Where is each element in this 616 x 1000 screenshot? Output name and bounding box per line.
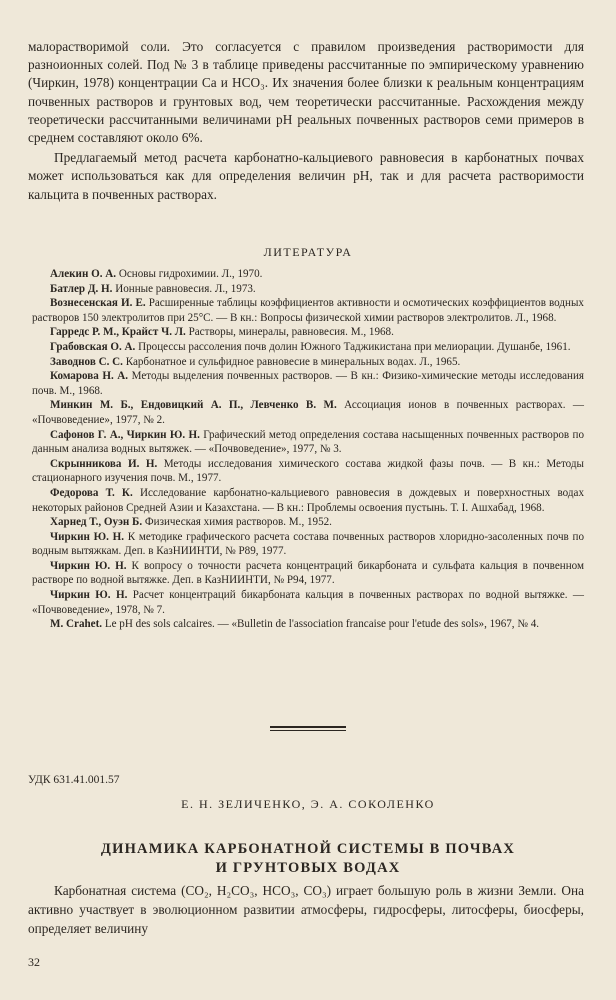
reference-item bbox=[32, 515, 584, 530]
reference-author: Алекин О. А. bbox=[50, 268, 117, 280]
reference-author: Чиркин Ю. Н. bbox=[50, 559, 127, 572]
section-divider bbox=[270, 726, 346, 731]
reference-author: Грабовская О. А. bbox=[50, 340, 136, 353]
reference-text: Методы выделения почвенных растворов. — В кн.: Физико-химические методы исследования почв. М., 1968. bbox=[32, 370, 584, 397]
reference-author: Скрынникова И. Н. bbox=[50, 457, 158, 470]
reference-author: Чиркин Ю. Н. bbox=[50, 589, 128, 602]
udc-code: УДК 631.41.001.57 bbox=[28, 774, 120, 786]
reference-text: Физическая химия растворов. М., 1952. bbox=[142, 516, 332, 529]
reference-item bbox=[32, 559, 584, 588]
reference-author: Сафонов Г. А., Чиркин Ю. Н. bbox=[50, 428, 200, 441]
reference-author: Вознесенская И. Е. bbox=[50, 297, 146, 310]
reference-text: К вопросу о точности расчета концентраций бикарбоната и сульфата кальция в почвенном растворе по водной вытяжке. Деп. в КазНИИНТИ, № Р94, 1977. bbox=[32, 559, 584, 587]
page-number: 32 bbox=[28, 955, 40, 969]
reference-item bbox=[32, 617, 584, 632]
reference-text: Основы гидрохимии. Л., 1970. bbox=[116, 268, 263, 280]
reference-author: Минкин М. Б., Ендовицкий А. П., Левченко В. М. bbox=[50, 399, 337, 412]
reference-item bbox=[32, 325, 584, 340]
reference-text: Методы исследования химического состава жидкой фазы почв. — В кн.: Методы стационарного изучения почв. М., 1977. bbox=[32, 457, 584, 485]
article-authors: Е. Н. ЗЕЛИЧЕНКО, Э. А. СОКОЛЕНКО bbox=[181, 797, 435, 811]
reference-item bbox=[32, 457, 584, 486]
reference-text: Ассоциация ионов в почвенных растворах. — «Почвоведение», 1977, № 2. bbox=[32, 399, 585, 426]
reference-item bbox=[32, 369, 584, 398]
reference-author: Заводнов С. С. bbox=[50, 355, 123, 368]
reference-text: Расчет концентраций бикарбоната кальция в почвенных растворах по водной вытяжке. — «Почвоведение», 1978, № 7. bbox=[32, 589, 585, 616]
reference-item bbox=[32, 486, 584, 515]
reference-author: Чиркин Ю. Н. bbox=[50, 530, 125, 543]
paragraph-2: Предлагаемый метод расчета карбонатно-кальциевого равновесия в карбонатных почвах может использоваться как для определения величин pH, так и для расчета растворимости кальцита в почвенных растворах. bbox=[28, 150, 584, 202]
reference-author: Федорова Т. К. bbox=[50, 486, 133, 499]
reference-list bbox=[32, 267, 584, 632]
reference-text: Le pH des sols calcaires. — «Bulletin de l'association francaise pour l'etude des sols», 1967, № 4. bbox=[102, 618, 540, 631]
article-body bbox=[28, 881, 584, 938]
main-text bbox=[28, 38, 584, 204]
literature-heading: ЛИТЕРАТУРА bbox=[263, 245, 353, 259]
reference-item bbox=[32, 340, 584, 355]
reference-text: Ионные равновесия. Л., 1973. bbox=[112, 282, 256, 295]
reference-item bbox=[32, 355, 584, 370]
reference-item bbox=[32, 296, 584, 325]
reference-text: Графический метод определения состава насыщенных почвенных растворов по данным анализа водных вытяжек. — «Почвоведение», 1977, № 3. bbox=[32, 428, 584, 456]
reference-text: Расширенные таблицы коэффициентов активности и осмотических коэффициентов водных растворов 150 электролитов при 25°С. — В кн.: Вопросы физической химии растворов электролитов. Л., 1968. bbox=[32, 297, 584, 324]
reference-item bbox=[32, 282, 584, 297]
article-paragraph: Карбонатная система (CO₂, H₂CO₃, HCO₃, CO₃) играет большую роль в жизни Земли. Она активно участвует в эволюционном развитии атмосферы, гидросферы, литосферы, биосферы, определяет величину bbox=[28, 883, 584, 936]
reference-text: Карбонатное и сульфидное равновесие в минеральных водах. Л., 1965. bbox=[122, 355, 461, 368]
reference-item bbox=[32, 530, 584, 559]
reference-text: К методике графического расчета состава почвенных растворов хлоридно-засоленных почв по водным вытяжкам. Деп. в КазНИИНТИ, № Р89, 1977. bbox=[32, 530, 584, 558]
reference-text: Исследование карбонатно-кальциевого равновесия в дождевых и поверхностных водах некоторых районов Средней Азии и Казахстана. — В кн.: Проблемы освоения пустынь. Т. I. Ашхабад, 1968. bbox=[32, 486, 584, 514]
reference-author: Харнед Т., Оуэн Б. bbox=[50, 516, 143, 529]
reference-text: Процессы рассоления почв долин Южного Таджикистана при мелиорации. Душанбе, 1961. bbox=[135, 340, 571, 353]
reference-text: Растворы, минералы, равновесия. М., 1968. bbox=[185, 326, 394, 339]
article-title bbox=[0, 840, 616, 878]
reference-author: Гарредс Р. М., Крайст Ч. Л. bbox=[50, 326, 186, 339]
reference-item bbox=[32, 428, 584, 457]
article-title-line-1: ДИНАМИКА КАРБОНАТНОЙ СИСТЕМЫ В ПОЧВАХ bbox=[100, 841, 516, 857]
reference-item bbox=[32, 398, 584, 427]
reference-author: M. Crahet. bbox=[50, 618, 103, 631]
reference-author: Комарова Н. А. bbox=[50, 370, 129, 383]
article-title-line-2: И ГРУНТОВЫХ ВОДАХ bbox=[215, 860, 401, 876]
reference-item bbox=[32, 588, 584, 617]
reference-author: Батлер Д. Н. bbox=[50, 282, 113, 295]
reference-item bbox=[32, 267, 584, 282]
paragraph-1: малорастворимой соли. Это согласуется с правилом произведения растворимости для разноионных солей. Под № 3 в таблице приведены рассчитанные по эмпирическому уравнению (Чиркин, 1978) концентрации Ca и HCO₃. Их значения более близки к реальным концентрациям почвенных растворов и грунтовых вод, чем теоретически рассчитанные. Расхождения между теоретически рассчитанными величинами pH реальных почвенных растворов семи примеров в среднем составляют около 6%. bbox=[28, 39, 584, 146]
